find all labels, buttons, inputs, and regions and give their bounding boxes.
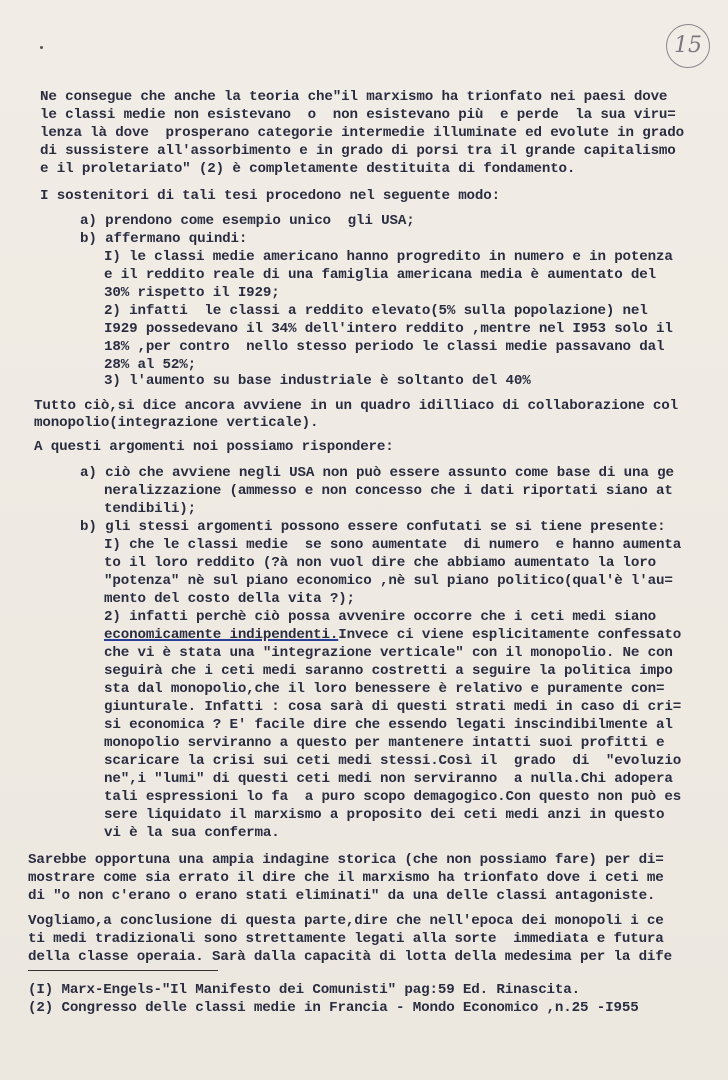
text-line: Tutto ciò,si dice ancora avviene in un quadro idilliaco di collaborazione col <box>34 398 679 414</box>
underlined-phrase: economicamente indipendenti. <box>104 627 339 643</box>
text-line: I929 possedevano il 34% dell'intero reddito ,mentre nel I953 solo il <box>104 321 673 337</box>
text-line <box>104 626 681 644</box>
text-line: a) ciò che avviene negli USA non può essere assunto come base di una ge <box>80 465 674 481</box>
text-line: A questi argomenti noi possiamo rispondere: <box>34 439 394 455</box>
text-line: scaricare la crisi sui ceti medi stessi.Così il grado di "evoluzio <box>104 753 682 769</box>
footnote: (2) Congresso delle classi medie in Francia - Mondo Economico ,n.25 -I955 <box>28 1000 639 1016</box>
text-line: ne",i "lumi" di questi ceti medi non serviranno a nulla.Chi adopera <box>104 771 673 787</box>
text-line: neralizzazione (ammesso e non concesso che i dati riportati siano at <box>104 483 673 499</box>
text-line: lenza là dove prosperano categorie intermedie illuminate ed evolute in grado <box>40 125 685 141</box>
text-line: Sarebbe opportuna una ampia indagine storica (che non possiamo fare) per di= <box>28 852 664 868</box>
text-line: mento del costo della vita ?); <box>104 591 355 607</box>
text-line: 2) infatti le classi a reddito elevato(5% sulla popolazione) nel <box>104 303 648 319</box>
page-number: 15 <box>668 26 708 66</box>
text-line: Ne consegue che anche la teoria che"il marxismo ha trionfato nei paesi dove <box>40 89 668 105</box>
text-line: seguirà che i ceti medi saranno costretti a seguire la politica impo <box>104 663 673 679</box>
text-line: "potenza" nè sul piano economico ,nè sul piano politico(qual'è l'au= <box>104 573 673 589</box>
text-line: monopolio(integrazione verticale). <box>34 415 319 431</box>
text-line: e il proletariato" (2) è completamente destituita di fondamento. <box>40 161 576 177</box>
archive-watermark <box>0 1000 80 1080</box>
text-line: 2) infatti perchè ciò possa avvenire occorre che i ceti medi siano <box>104 609 657 625</box>
text-line: e il reddito reale di una famiglia americana media è aumentato del <box>104 267 657 283</box>
text-line: I sostenitori di tali tesi procedono nel seguente modo: <box>40 188 501 204</box>
text-line: le classi medie non esistevano o non esistevano più e perde la sua viru= <box>40 107 676 123</box>
text-line: tendibili); <box>104 501 197 517</box>
text-line: giunturale. Infatti : cosa sarà di questi strati medi in caso di cri= <box>104 699 682 715</box>
text-line: tali espressioni lo fa a puro scopo demagogico.Con questo non può es <box>104 789 682 805</box>
footnote: (I) Marx-Engels-"Il Manifesto dei Comunisti" pag:59 Ed. Rinascita. <box>28 982 581 998</box>
text-line: 3) l'aumento su base industriale è soltanto del 40% <box>104 373 531 389</box>
text-line: I) le classi medie americano hanno progredito in numero e in potenza <box>104 249 673 265</box>
text-line: 18% ,per contro nello stesso periodo le classi medie passavano dal <box>104 339 665 355</box>
text-line: si economica ? E' facile dire che essendo legati inscindibilmente al <box>104 717 673 733</box>
text-line: a) prendono come esempio unico gli USA; <box>80 213 415 229</box>
text-line: della classe operaia. Sarà dalla capacità di lotta della medesima per la dife <box>28 949 673 965</box>
text-line-continuation: Invece ci viene esplicitamente confessato <box>338 627 682 643</box>
text-line: monopolio serviranno a questo per mantenere intatti suoi profitti e <box>104 735 665 751</box>
text-line: I) che le classi medie se sono aumentate di numero e hanno aumenta <box>104 537 682 553</box>
text-line: ti medi tradizionali sono strettamente legati alla sorte immediata e futura <box>28 931 664 947</box>
text-line: b) gli stessi argomenti possono essere confutati se si tiene presente: <box>80 519 666 535</box>
text-line: Vogliamo,a conclusione di questa parte,dire che nell'epoca dei monopoli i ce <box>28 913 664 929</box>
text-line: mostrare come sia errato il dire che il marxismo ha trionfato dove i ceti me <box>28 870 664 886</box>
text-line: sere liquidato il marxismo a proposito dei ceti medi anzi in questo <box>104 807 665 823</box>
text-line: sta dal monopolio,che il loro benessere è relativo e puramente con= <box>104 681 665 697</box>
text-line: 28% al 52%; <box>104 357 197 373</box>
footnote-rule <box>28 970 218 971</box>
text-line: b) affermano quindi: <box>80 231 248 247</box>
text-line: 30% rispetto il I929; <box>104 285 280 301</box>
text-line: to il loro reddito (?à non vuol dire che abbiamo aumentato la loro <box>104 555 657 571</box>
text-line: di sussistere all'assorbimento e in grado di porsi tra il grande capitalismo <box>40 143 676 159</box>
text-line: di "o non c'erano o erano stati eliminati" da una delle classi antagoniste. <box>28 888 656 904</box>
text-line: che vi è stata una "integrazione verticale" con il monopolio. Ne con <box>104 645 673 661</box>
text-line: vi è la sua conferma. <box>104 825 280 841</box>
ink-dot <box>40 46 43 49</box>
